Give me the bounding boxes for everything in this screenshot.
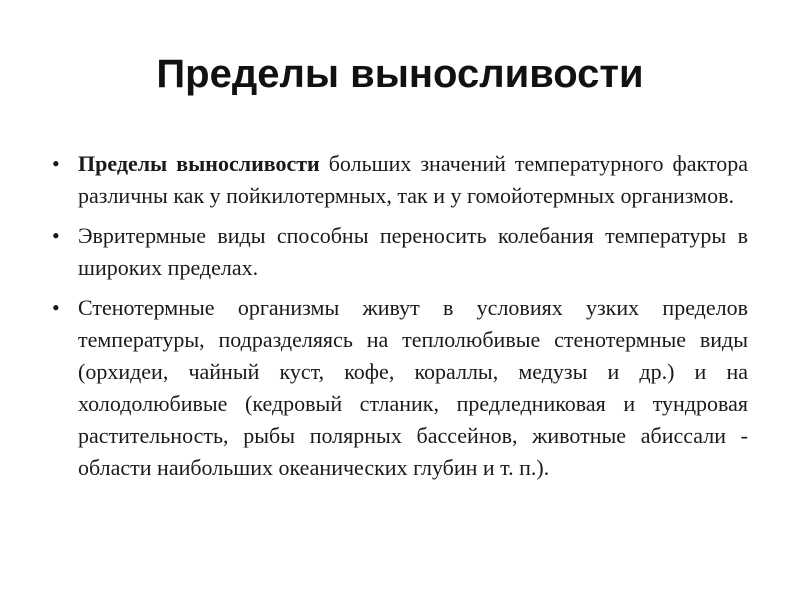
bullet-list — [48, 148, 748, 484]
bullet-bold-term: Пределы выносливости — [78, 151, 320, 176]
bullet-dot-icon: • — [52, 151, 60, 176]
bullet-dot-icon: • — [52, 295, 60, 320]
bullet-text: больших значений температурного фактора различны как у пойкилотермных, так и у гомойотермных организмов. — [78, 151, 748, 208]
bullet-text: Стенотермные организмы живут в условиях узких пределов температуры, подразделяясь на теплолюбивые стенотермные виды (орхидеи, чайный куст, кофе, кораллы, медузы и др.) и на холодолюбивые (кедровый стланик, предледниковая и тундровая растительность, рыбы полярных бассейнов, животные абиссали - области наибольших океанических глубин и т. п.). — [78, 295, 748, 480]
bullet-item-stenothermal — [48, 292, 748, 484]
slide-title: Пределы выносливости — [156, 52, 644, 96]
bullet-text: Эвритермные виды способны переносить колебания температуры в широких пределах. — [78, 223, 748, 280]
bullet-item-endurance-limits — [48, 148, 748, 212]
bullet-item-eurythermal — [48, 220, 748, 284]
bullet-dot-icon: • — [52, 223, 60, 248]
